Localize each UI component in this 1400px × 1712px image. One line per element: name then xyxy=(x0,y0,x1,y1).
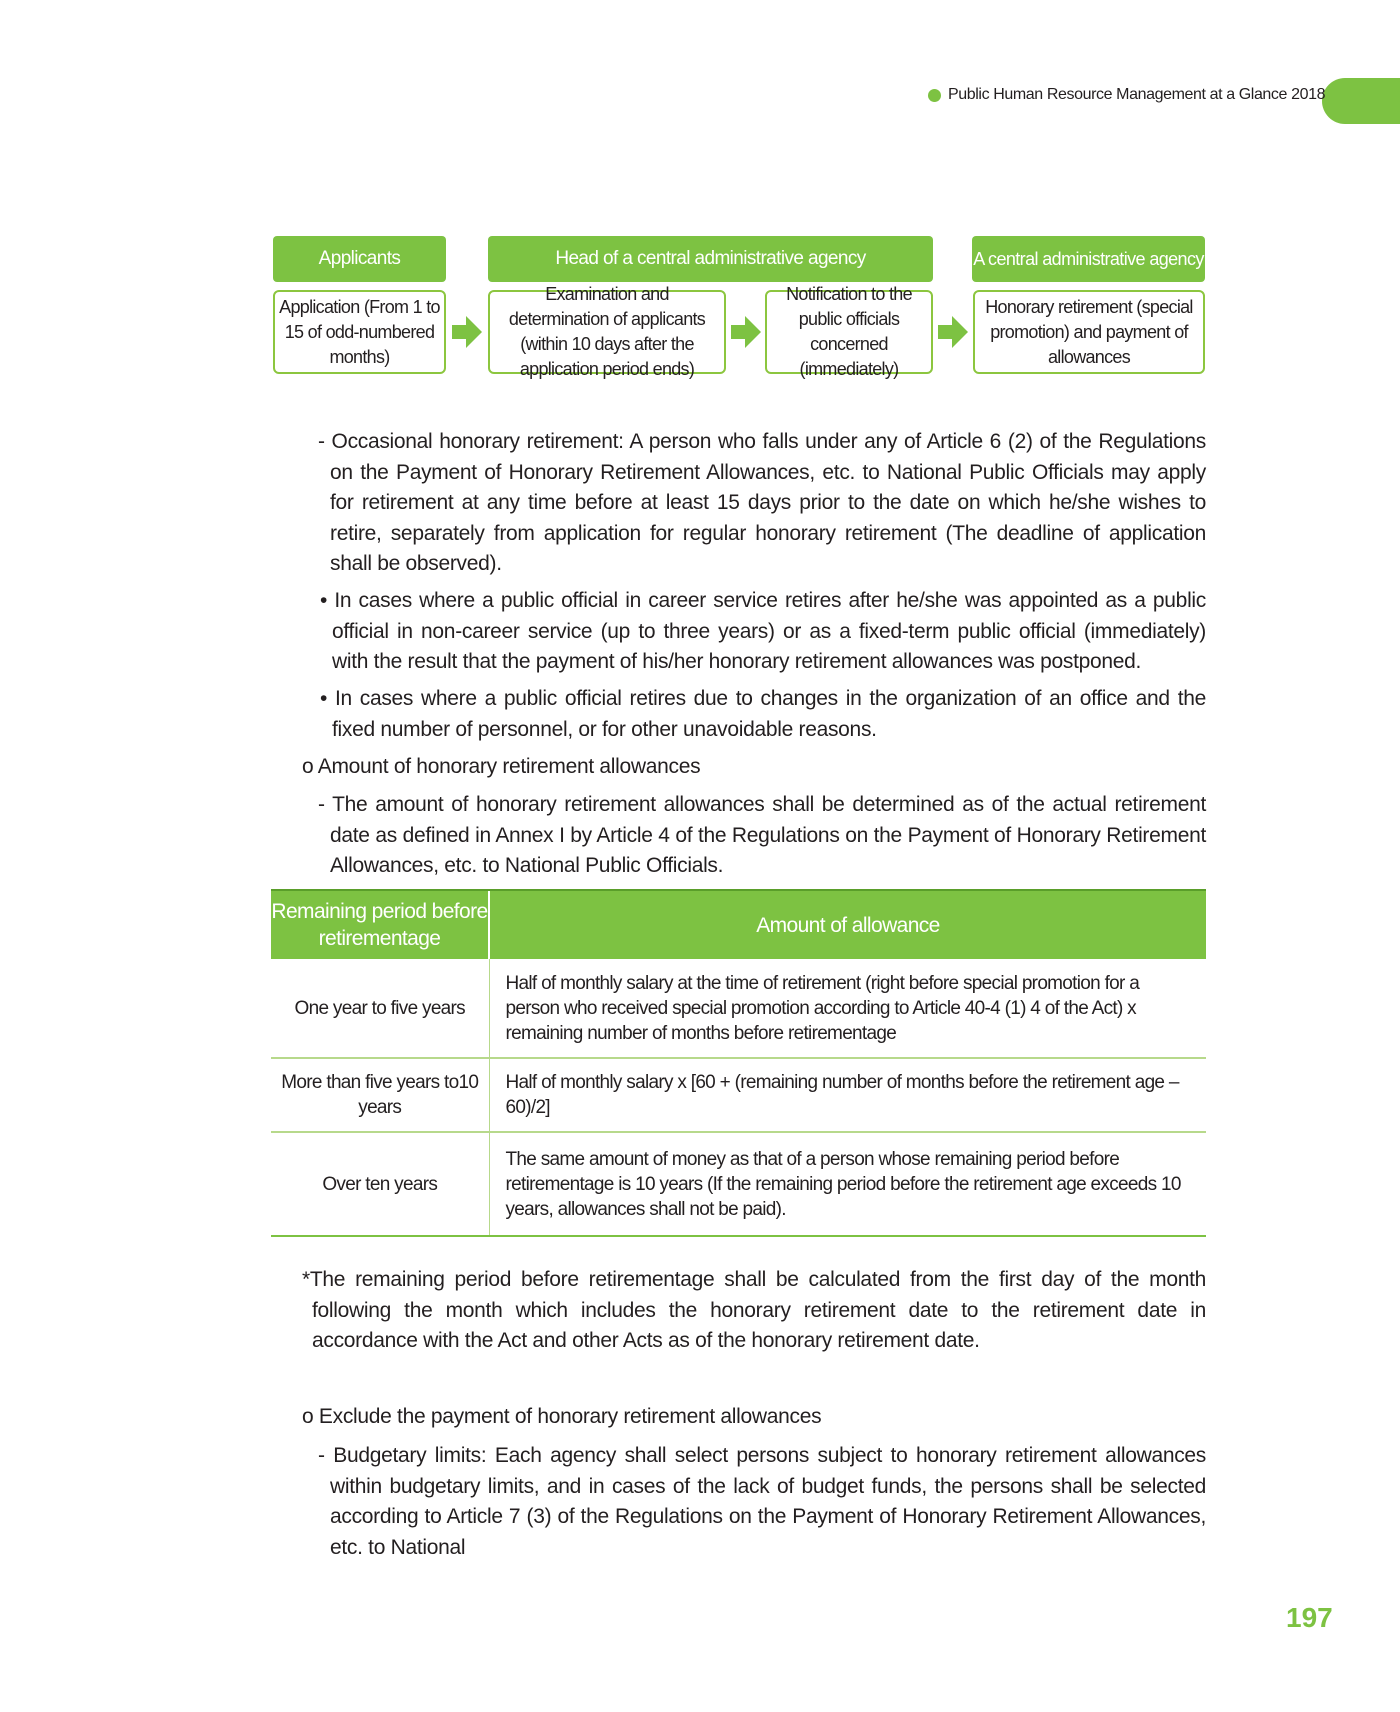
header-tab xyxy=(1322,78,1400,124)
running-header xyxy=(928,86,1325,104)
heading-amount: o Amount of honorary retirement allowances xyxy=(302,755,701,778)
table-row xyxy=(271,1132,1206,1236)
cell-amount: The same amount of money as that of a person whose remaining period before retirementage is 10 years (If the remaining period before the retirement age exceeds 10 years, allowances shall not be paid). xyxy=(489,1132,1206,1236)
cell-period: More than five years to10 years xyxy=(271,1058,489,1132)
paragraph-amount: - The amount of honorary retirement allowances shall be determined as of the actual retirement date as defined in Annex I by Article 4 of the Regulations on the Payment of Honorary Retirement Allowances, etc. to National Public Officials. xyxy=(318,793,1206,877)
flow-step-examination: Examination and determination of applicants (within 10 days after the application period ends) xyxy=(488,290,726,374)
cell-amount: Half of monthly salary at the time of retirement (right before special promotion for a person who received special promotion according to Article 40-4 (1) 4 of the Act) x remaining number of months before retirementage xyxy=(489,959,1206,1058)
page-number: 197 xyxy=(1286,1602,1333,1633)
flow-step-notification: Notification to the public officials concerned (immediately) xyxy=(765,290,933,374)
arrow-right-icon xyxy=(938,314,968,350)
table-row xyxy=(271,1058,1206,1132)
cell-period: One year to five years xyxy=(271,959,489,1058)
flow-head-applicants: Applicants xyxy=(273,236,446,282)
arrow-right-icon xyxy=(731,314,761,350)
bullet-dot-icon xyxy=(928,89,941,102)
cell-amount: Half of monthly salary x [60 + (remaining number of months before the retirement age – 60)/2] xyxy=(489,1058,1206,1132)
flow-head-central-agency: A central administrative agency xyxy=(972,236,1205,282)
flow-head-head-of-agency: Head of a central administrative agency xyxy=(488,236,933,282)
flow-step-retirement: Honorary retirement (special promotion) and payment of allowances xyxy=(973,290,1205,374)
cell-period: Over ten years xyxy=(271,1132,489,1236)
heading-exclude: o Exclude the payment of honorary retirement allowances xyxy=(302,1405,822,1428)
column-header-period: Remaining period before retirementage xyxy=(271,891,489,959)
paragraph-budgetary-limits: - Budgetary limits: Each agency shall select persons subject to honorary retirement allowances within budgetary limits, and in cases of the lack of budget funds, the persons shall be selected according to Article 7 (3) of the Regulations on the Payment of Honorary Retirement Allowances, etc. to National xyxy=(318,1444,1206,1559)
table-row xyxy=(271,959,1206,1058)
paragraph-occasional-retirement: - Occasional honorary retirement: A person who falls under any of Article 6 (2) of the Regulations on the Payment of Honorary Retirement Allowances, etc. to National Public Officials may apply for retirement at any time before at least 15 days prior to the date on which he/she wishes to retire, separately from application for regular honorary retirement (The deadline of application shall be observed). xyxy=(318,430,1206,575)
flow-step-application: Application (From 1 to 15 of odd-numbered months) xyxy=(273,290,446,374)
allowance-table xyxy=(271,891,1206,1237)
arrow-right-icon xyxy=(452,314,482,350)
bullet-organization-change: • In cases where a public official retires due to changes in the organization of an office and the fixed number of personnel, or for other unavoidable reasons. xyxy=(320,687,1206,741)
header-title: Public Human Resource Management at a Glance 2018 xyxy=(948,86,1326,103)
column-header-amount: Amount of allowance xyxy=(489,891,1206,959)
footnote-remaining-period: *The remaining period before retirementage shall be calculated from the first day of the month following the month which includes the honorary retirement date to the retirement date in accordance with the Act and other Acts as of the honorary retirement date. xyxy=(302,1268,1206,1352)
bullet-career-service: • In cases where a public official in career service retires after he/she was appointed as a public official in non-career service (up to three years) or as a fixed-term public official (immediately) with the result that the payment of his/her honorary retirement allowances was postponed. xyxy=(320,589,1206,673)
